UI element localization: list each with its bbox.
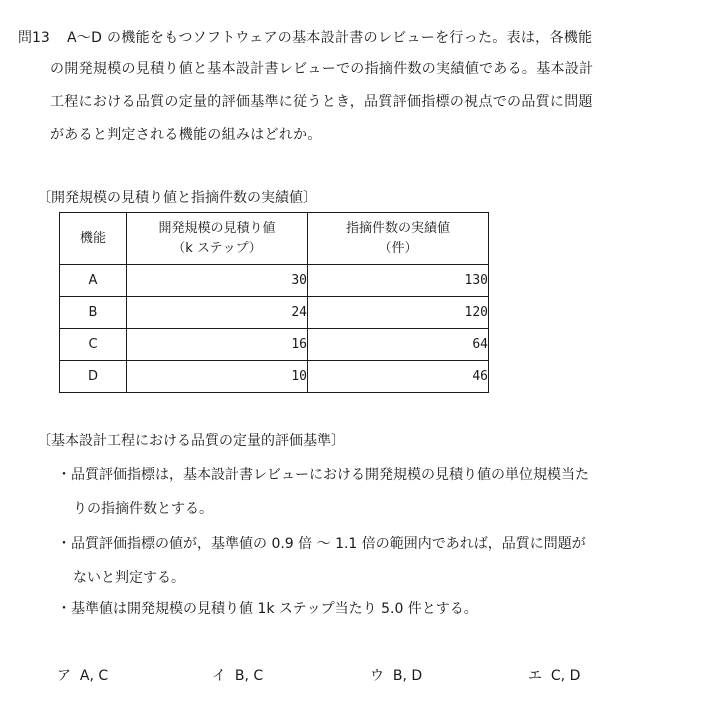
header-function: 機能 xyxy=(60,213,127,265)
choice-u[interactable] xyxy=(370,665,422,685)
choice-e[interactable] xyxy=(528,665,580,685)
question-line-2: の開発規模の見積り値と基本設計書レビューでの指摘件数の実績値である。基本設計 xyxy=(50,61,594,77)
question-line-4: があると判定される機能の組みはどれか。 xyxy=(50,127,322,143)
cell-count: 130 xyxy=(308,265,489,297)
cell-function: B xyxy=(60,297,127,329)
criteria-bullet-3: ・基準値は開発規模の見積り値 1k ステップ当たり 5.0 件とする。 xyxy=(57,601,478,617)
table-row xyxy=(60,297,489,329)
cell-count: 120 xyxy=(308,297,489,329)
header-size-line1: 開発規模の見積り値 xyxy=(158,220,276,236)
choice-i[interactable] xyxy=(212,665,263,685)
choice-a-label: ア xyxy=(57,668,71,684)
cell-size: 24 xyxy=(127,297,308,329)
question-line-3: 工程における品質の定量的評価基準に従うとき，品質評価指標の視点での品質に問題 xyxy=(50,94,593,110)
table-row xyxy=(60,329,489,361)
results-table xyxy=(59,212,489,393)
header-count xyxy=(308,213,489,265)
cell-count: 46 xyxy=(308,361,489,393)
choice-u-label: ウ xyxy=(370,668,384,684)
choice-u-value: B, D xyxy=(392,668,423,684)
choice-e-value: C, D xyxy=(550,668,581,684)
choice-i-label: イ xyxy=(212,668,226,684)
header-size xyxy=(127,213,308,265)
choice-a[interactable] xyxy=(57,665,108,685)
criteria-bullet-1: ・品質評価指標は，基本設計書レビューにおける開発規模の見積り値の単位規模当た xyxy=(57,467,589,483)
criteria-bullet-1-cont: りの指摘件数とする。 xyxy=(73,501,213,517)
choice-i-value: B, C xyxy=(234,668,264,684)
header-size-line2: （k ステップ） xyxy=(172,240,262,256)
cell-size: 16 xyxy=(127,329,308,361)
table-caption: 〔開発規模の見積り値と指摘件数の実績値〕 xyxy=(37,190,317,206)
table-row xyxy=(60,265,489,297)
cell-function: D xyxy=(60,361,127,393)
question-line-1: A～D の機能をもつソフトウェアの基本設計書のレビューを行った。表は，各機能 xyxy=(67,30,593,46)
choice-a-value: A, C xyxy=(79,668,109,684)
criteria-bullet-2-cont: ないと判定する。 xyxy=(73,570,185,586)
table-header-row xyxy=(60,213,489,265)
cell-size: 10 xyxy=(127,361,308,393)
table-row xyxy=(60,361,489,393)
question-number: 問13 xyxy=(18,30,50,46)
cell-size: 30 xyxy=(127,265,308,297)
cell-function: C xyxy=(60,329,127,361)
criteria-bullet-2: ・品質評価指標の値が，基準値の 0.9 倍 ～ 1.1 倍の範囲内であれば，品質に問題が xyxy=(57,536,586,552)
cell-function: A xyxy=(60,265,127,297)
header-count-line1: 指摘件数の実績値 xyxy=(345,220,450,236)
choice-e-label: エ xyxy=(528,668,542,684)
cell-count: 64 xyxy=(308,329,489,361)
header-count-line2: （件） xyxy=(378,240,418,256)
criteria-caption: 〔基本設計工程における品質の定量的評価基準〕 xyxy=(37,433,345,449)
